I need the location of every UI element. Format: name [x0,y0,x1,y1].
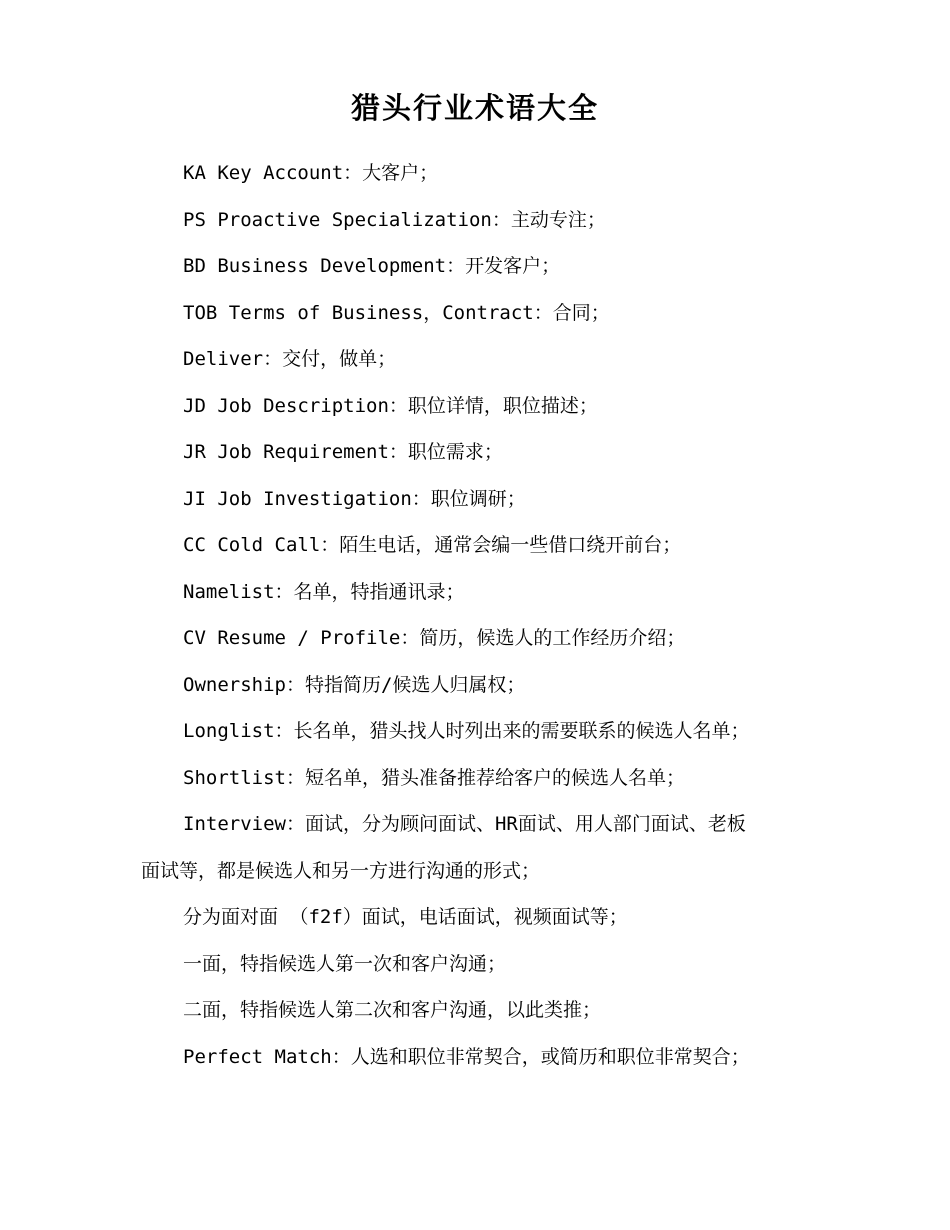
document-title: 猎头行业术语大全 [350,91,599,125]
document-body [141,150,831,1080]
term-line-jd: JD Job Description：职位详情，职位描述； [183,394,598,417]
term-line-second-interview: 二面，特指候选人第二次和客户沟通，以此类推； [183,999,602,1021]
term-line-cv: CV Resume / Profile：简历，候选人的工作经历介绍； [183,627,686,649]
term-line-tob: TOB Terms of Business，Contract：合同； [183,301,610,324]
term-line-cc: CC Cold Call：陌生电话，通常会编一些借口绕开前台； [183,534,682,556]
term-line-ji: JI Job Investigation：职位调研； [183,487,526,510]
term-line-longlist: Longlist：长名单，猎头找人时列出来的需要联系的候选人名单； [183,720,750,742]
term-line-deliver: Deliver：交付，做单； [183,348,397,370]
term-line-interview-continued: 面试等，都是候选人和另一方进行沟通的形式； [141,859,541,882]
term-line-ka: KA Key Account：大客户； [183,162,439,184]
term-line-bd: BD Business Development：开发客户； [183,255,561,277]
term-line-interview-types: 分为面对面 （f2f）面试，电话面试，视频面试等； [183,906,628,928]
term-line-shortlist: Shortlist：短名单，猎头准备推荐给客户的候选人名单； [183,766,685,789]
term-line-interview: Interview：面试，分为顾问面试、HR面试、用人部门面试、老板 [183,813,746,835]
term-line-ownership: Ownership：特指简历/候选人归属权； [183,673,526,696]
term-line-jr: JR Job Requirement：职位需求； [183,441,503,463]
term-line-perfect-match: Perfect Match：人选和职位非常契合，或简历和职位非常契合； [183,1045,750,1068]
term-line-first-interview: 一面，特指候选人第一次和客户沟通； [183,952,507,975]
term-line-ps: PS Proactive Specialization：主动专注； [183,208,606,231]
term-line-namelist: Namelist：名单，特指通讯录； [183,580,465,603]
